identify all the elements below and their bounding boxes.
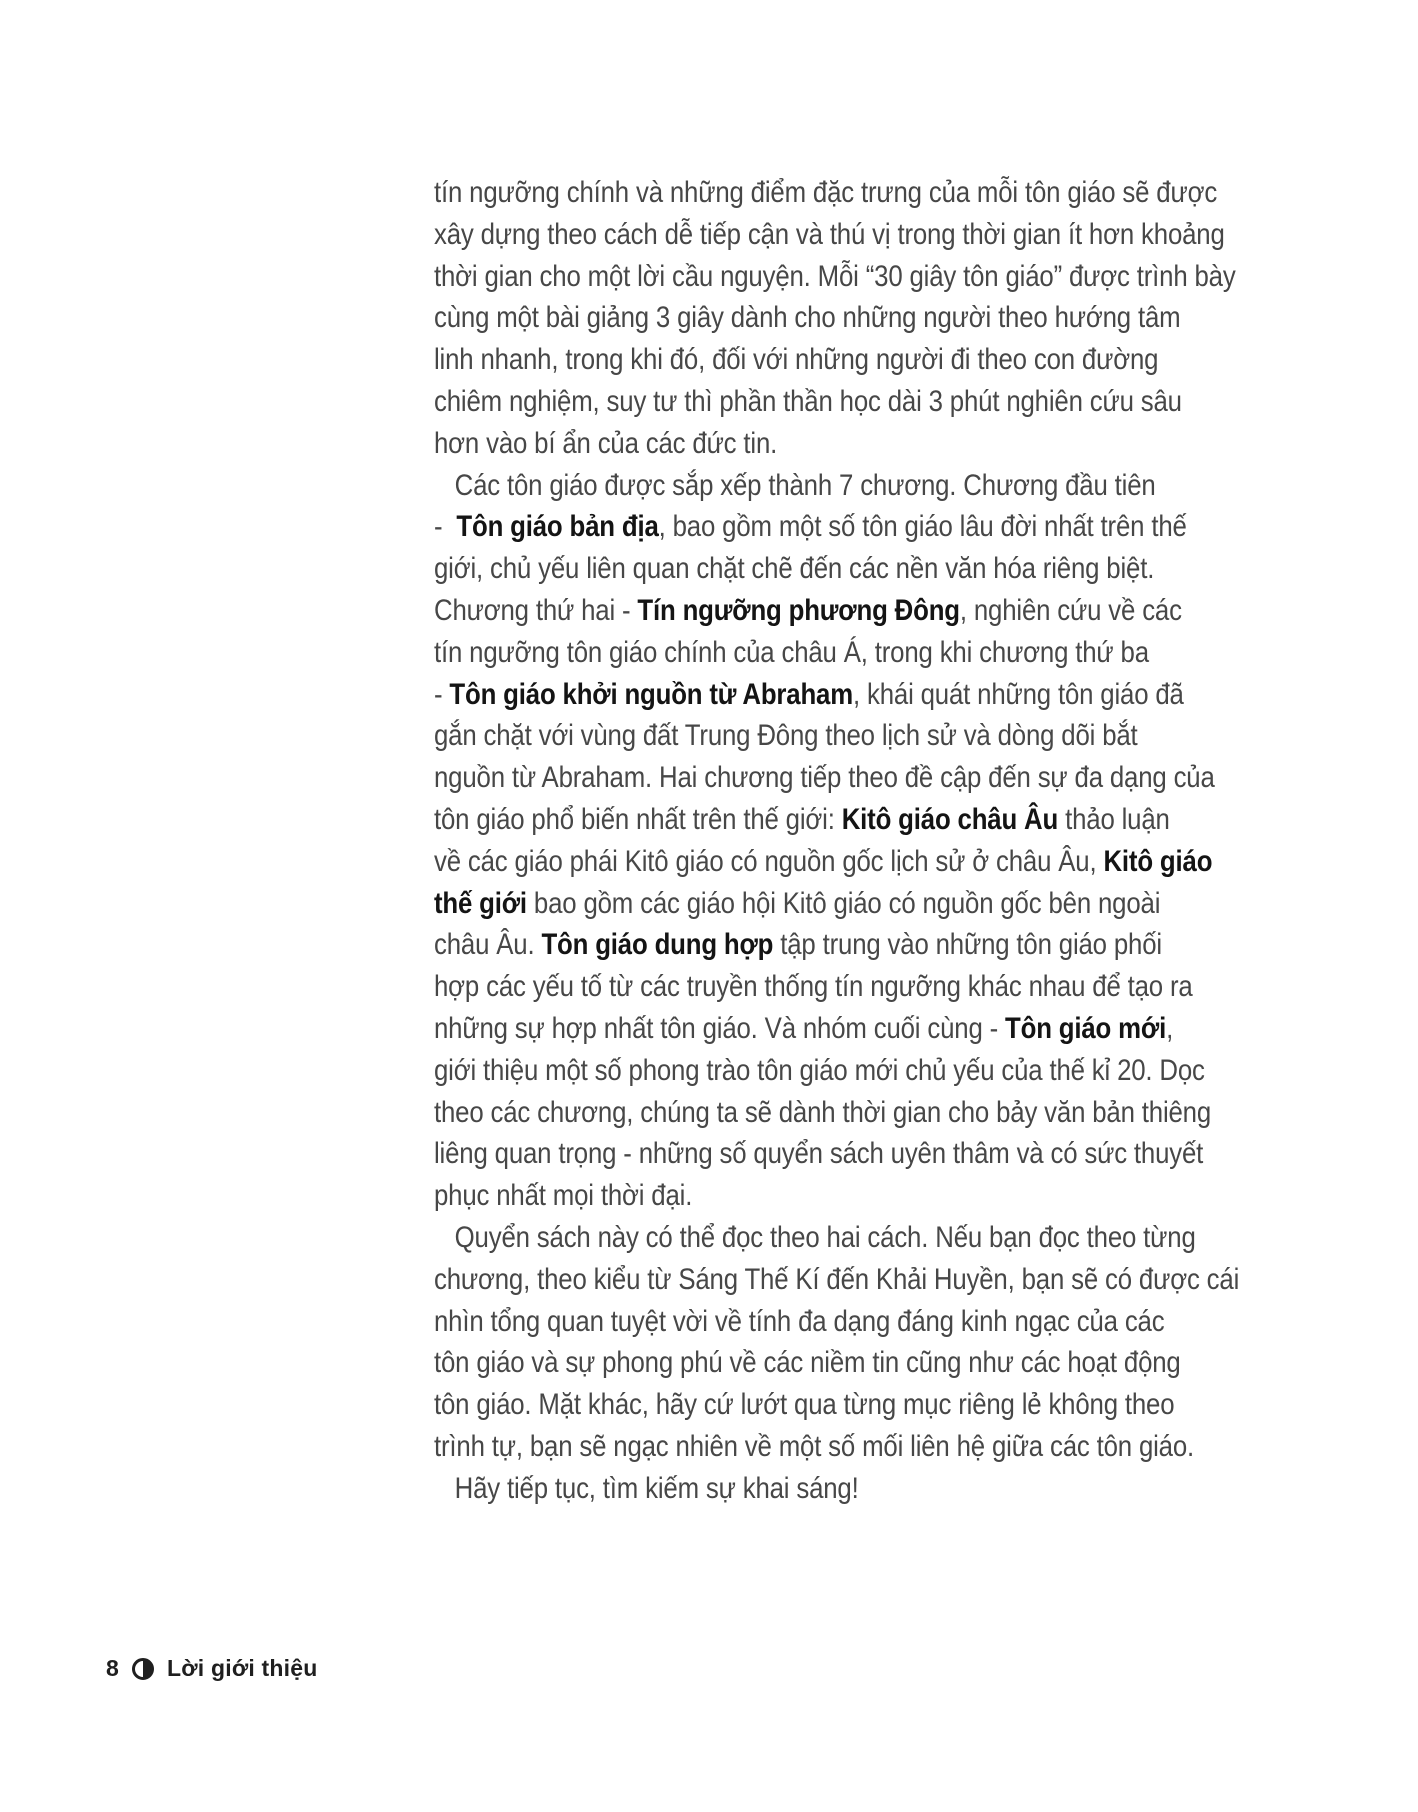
text-line: [434, 297, 1239, 339]
bold-text: Tôn giáo khởi nguồn từ Abraham: [449, 677, 853, 711]
body-text: nguồn từ Abraham. Hai chương tiếp theo đề cập đến sự đa dạng của: [434, 761, 1215, 795]
text-line: [434, 1050, 1239, 1092]
text-line: [434, 883, 1239, 925]
text-line: [434, 1217, 1239, 1259]
body-text: chương, theo kiểu từ Sáng Thế Kí đến Khải Huyền, bạn sẽ có được cái: [434, 1262, 1240, 1296]
text-line: [434, 799, 1239, 841]
body-text: giới, chủ yếu liên quan chặt chẽ đến các nền văn hóa riêng biệt.: [434, 552, 1155, 586]
text-line: [434, 506, 1239, 548]
body-text: trình tự, bạn sẽ ngạc nhiên về một số mối liên hệ giữa các tôn giáo.: [434, 1429, 1195, 1463]
body-text: tập trung vào những tôn giáo phối: [773, 928, 1162, 962]
body-text: liêng quan trọng - những số quyển sách uyên thâm và có sức thuyết: [434, 1137, 1204, 1171]
text-line: [434, 632, 1239, 674]
bold-text: thế giới: [434, 886, 527, 920]
text-line: [434, 1468, 1239, 1510]
text-line: [434, 465, 1239, 507]
body-text: hợp các yếu tố từ các truyền thống tín ngưỡng khác nhau để tạo ra: [434, 970, 1193, 1004]
body-text: linh nhanh, trong khi đó, đối với những người đi theo con đường: [434, 343, 1159, 377]
page-footer: [106, 1655, 318, 1682]
text-line: [434, 339, 1239, 381]
body-text: thời gian cho một lời cầu nguyện. Mỗi “30 giây tôn giáo” được trình bày: [434, 259, 1236, 293]
body-text: tôn giáo. Mặt khác, hãy cứ lướt qua từng mục riêng lẻ không theo: [434, 1388, 1175, 1422]
bold-text: Tôn giáo mới: [1005, 1011, 1167, 1045]
body-text: -: [434, 510, 457, 544]
text-line: [434, 1008, 1239, 1050]
half-filled-circle-icon: [132, 1658, 154, 1680]
body-text: Hãy tiếp tục, tìm kiếm sự khai sáng!: [454, 1471, 859, 1505]
text-line: [434, 214, 1239, 256]
text-line: [434, 1384, 1239, 1426]
body-text: -: [434, 677, 450, 711]
body-text: bao gồm các giáo hội Kitô giáo có nguồn gốc bên ngoài: [526, 886, 1161, 920]
body-text: nhìn tổng quan tuyệt vời về tính đa dạng đáng kinh ngạc của các: [434, 1304, 1165, 1338]
body-text: phục nhất mọi thời đại.: [434, 1179, 693, 1213]
text-line: [434, 924, 1239, 966]
body-text: tín ngưỡng chính và những điểm đặc trưng của mỗi tôn giáo sẽ được: [434, 176, 1218, 209]
body-text: gắn chặt với vùng đất Trung Đông theo lịch sử và dòng dõi bắt: [434, 719, 1138, 753]
body-text: theo các chương, chúng ta sẽ dành thời gian cho bảy văn bản thiêng: [434, 1095, 1212, 1129]
text-line: [434, 1133, 1239, 1175]
body-text: tín ngưỡng tôn giáo chính của châu Á, trong khi chương thứ ba: [434, 635, 1149, 669]
text-line: [434, 1426, 1239, 1468]
body-text: về các giáo phái Kitô giáo có nguồn gốc lịch sử ở châu Âu,: [434, 844, 1104, 878]
bold-text: Tôn giáo bản địa: [456, 510, 659, 544]
body-text: , bao gồm một số tôn giáo lâu đời nhất trên thế: [658, 510, 1187, 544]
text-line: [434, 423, 1239, 465]
body-text: tôn giáo và sự phong phú về các niềm tin cũng như các hoạt động: [434, 1346, 1181, 1380]
text-line: [434, 1175, 1239, 1217]
body-text: Các tôn giáo được sắp xếp thành 7 chương. Chương đầu tiên: [454, 468, 1156, 502]
body-text: chiêm nghiệm, suy tư thì phần thần học dài 3 phút nghiên cứu sâu: [434, 384, 1182, 418]
text-line: [434, 715, 1239, 757]
text-line: [434, 590, 1239, 632]
body-text: ,: [1166, 1011, 1174, 1045]
bold-text: Tín ngưỡng phương Đông: [637, 593, 960, 627]
bold-text: Kitô giáo: [1103, 844, 1213, 878]
text-line: [434, 674, 1239, 716]
text-line: [434, 1342, 1239, 1384]
text-line: [434, 966, 1239, 1008]
text-line: [434, 548, 1239, 590]
body-text: xây dựng theo cách dễ tiếp cận và thú vị trong thời gian ít hơn khoảng: [434, 217, 1225, 251]
bold-text: Kitô giáo châu Âu: [841, 802, 1059, 836]
text-line: [434, 1259, 1239, 1301]
text-line: [434, 256, 1239, 298]
body-text: tôn giáo phổ biến nhất trên thế giới:: [434, 802, 842, 836]
body-text: châu Âu.: [434, 928, 542, 962]
text-line: [434, 841, 1239, 883]
footer-section-title: Lời giới thiệu: [167, 1655, 318, 1681]
text-line: [434, 172, 1239, 214]
body-text: Quyển sách này có thể đọc theo hai cách. Nếu bạn đọc theo từng: [454, 1220, 1196, 1254]
body-text: thảo luận: [1058, 802, 1170, 836]
body-text: giới thiệu một số phong trào tôn giáo mới chủ yếu của thế kỉ 20. Dọc: [434, 1053, 1205, 1087]
page-number: 8: [106, 1655, 119, 1681]
text-line: [434, 1092, 1239, 1134]
text-line: [434, 757, 1239, 799]
text-block: [434, 172, 1239, 1510]
body-text: những sự hợp nhất tôn giáo. Và nhóm cuối cùng -: [434, 1011, 1006, 1045]
body-text: Chương thứ hai -: [434, 593, 638, 627]
body-text: hơn vào bí ẩn của các đức tin.: [434, 426, 778, 460]
bold-text: Tôn giáo dung hợp: [541, 928, 774, 962]
body-text: , nghiên cứu về các: [959, 593, 1182, 627]
body-text: , khái quát những tôn giáo đã: [852, 677, 1184, 711]
text-line: [434, 381, 1239, 423]
text-line: [434, 1301, 1239, 1343]
body-text: cùng một bài giảng 3 giây dành cho những người theo hướng tâm: [434, 301, 1181, 335]
